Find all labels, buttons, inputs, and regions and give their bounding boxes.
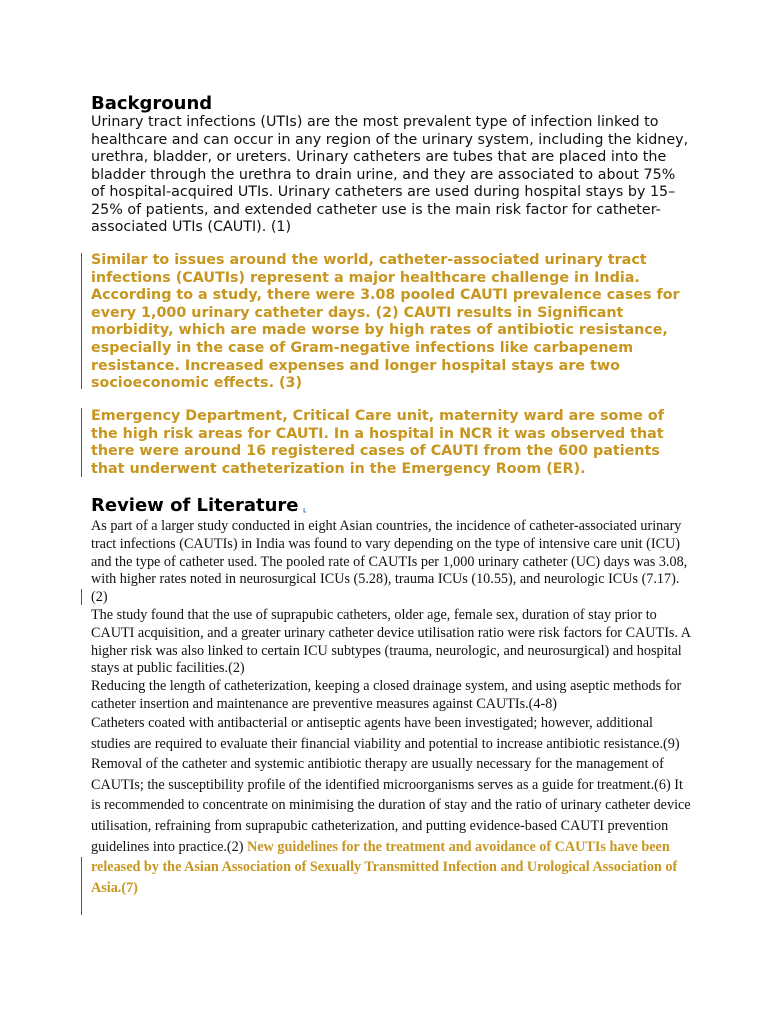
review-paragraph-prevention: Reducing the length of catheterization, keeping a closed drainage system, and using aseptic methods for catheter insertion and maintenance are preventive measures against CAUTIs.(4-8)	[91, 678, 682, 712]
change-bar	[81, 857, 82, 915]
guidelines-highlight: New guidelines for the treatment and avoidance of CAUTIs have been released by the Asian Association of Sexually Transmitted Infection and Urological Association of Asia.(7)	[91, 838, 678, 896]
background-heading: Background	[91, 93, 213, 114]
highlighted-paragraph-ncr: Emergency Department, Critical Care unit, maternity ward are some of the high risk areas for CAUTI. In a hospital in NCR it was observed that there were around 16 registered cases of CAUTI from the 600 patients that underwent catheterization in the Emergency Room (ER).	[91, 408, 664, 477]
highlighted-paragraph-india: Similar to issues around the world, catheter-associated urinary tract infections (CAUTIs) represent a major healthcare challenge in India. According to a study, there were 3.08 pooled CAUTI prevalence cases for every 1,000 urinary catheter days. (2) CAUTI results in Significant morbidity, which are made worse by high rates of antibiotic resistance, especially in the case of Gram-negative infections like carbapenem resistance. Increased expenses and longer hospital stays are two socioeconomic effects. (3)	[91, 252, 680, 392]
management-text: Catheters coated with antibacterial or antiseptic agents have been investigated; however, additional studies are required to evaluate their financial viability and potential to increase antibiotic resistance.(9) Removal of the catheter and systemic antibiotic therapy are usually necessary for the management of CAUTIs; the susceptibility profile of the identified microorganisms serves as a guide for treatment.(6) It is recommended to concentrate on minimising the duration of stay and the ratio of urinary catheter device utilisation, refraining from suprapubic catheterization, and putting evidence-based CAUTI prevention guidelines into practice.(2)	[91, 715, 691, 855]
change-bar	[81, 589, 82, 605]
review-paragraph-risk-factors: The study found that the use of suprapubic catheters, older age, female sex, duration of stay prior to CAUTI acquisition, and a greater urinary catheter device utilisation ratio were risk factors for CAUTIs. A higher risk was also linked to certain ICU subtypes (trauma, neurologic, and neurosurgical) and hospital stays at public facilities.(2)	[91, 607, 691, 677]
comment-anchor-icon[interactable]: ⸤	[302, 500, 308, 514]
change-bar	[81, 408, 82, 477]
review-paragraph-management	[91, 713, 691, 898]
review-heading-text: Review of Literature	[91, 495, 299, 516]
change-bar	[81, 253, 82, 389]
review-heading	[91, 495, 307, 518]
review-paragraph-incidence: As part of a larger study conducted in eight Asian countries, the incidence of catheter-associated urinary tract infections (CAUTIs) in India was found to vary depending on the type of intensive care unit (ICU) and the type of catheter used. The pooled rate of CAUTIs per 1,000 urinary catheter (UC) days was 3.08, with higher rates noted in neurosurgical ICUs (5.28), trauma ICUs (10.55), and neurologic ICUs (7.17). (2)	[91, 518, 688, 606]
background-paragraph: Urinary tract infections (UTIs) are the most prevalent type of infection linked to healthcare and can occur in any region of the urinary system, including the kidney, urethra, bladder, or ureters. Urinary catheters are tubes that are placed into the bladder through the urethra to drain urine, and they are associated to about 75% of hospital-acquired UTIs. Urinary catheters are used during hospital stays by 15–25% of patients, and extended catheter use is the main risk factor for catheter-associated UTIs (CAUTI). (1)	[91, 114, 689, 235]
